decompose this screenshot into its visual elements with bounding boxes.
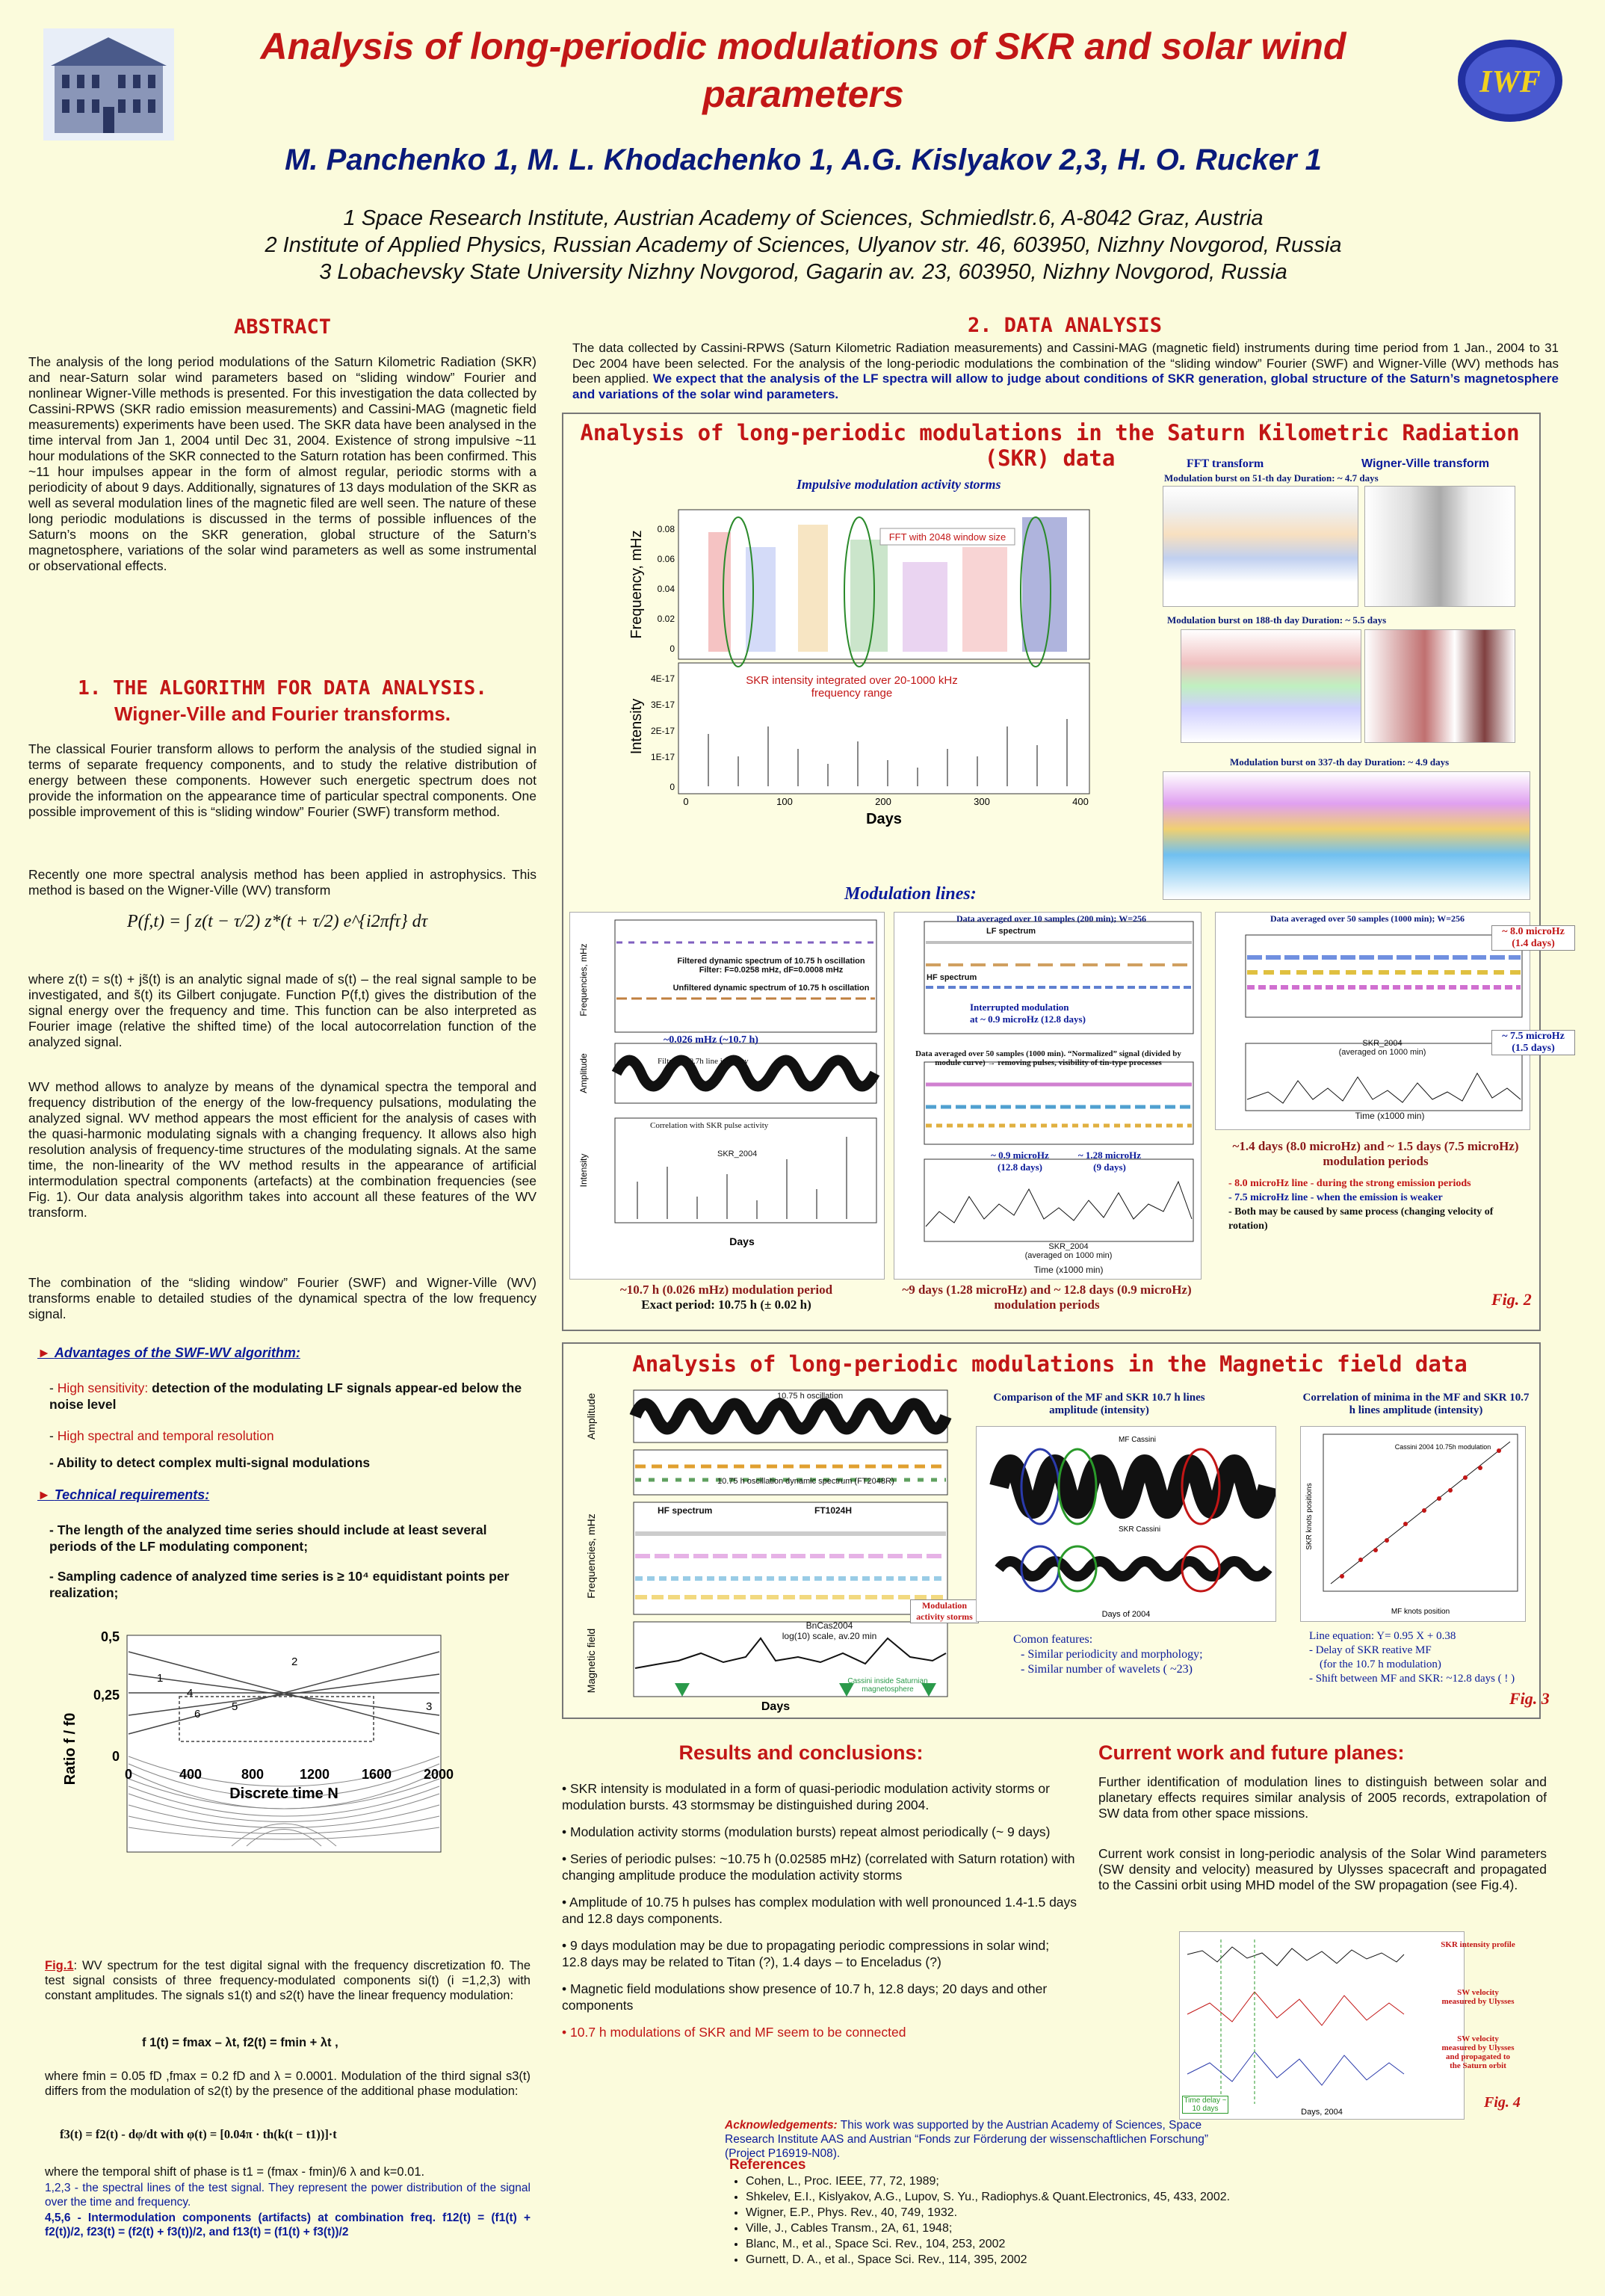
fig1-caption-5: 4,5,6 - Intermodulation components (artifacts) at combination freq. f12(t) = (f1(t) + f2(t))/2, f23(t) = (f2(t) + f3(t))/2, and f13(t) = (f1(t) + f3(t))/2 — [45, 2212, 531, 2238]
fig1-line-label-6: 6 — [194, 1708, 201, 1721]
skr-ytick-top-3: 0.02 — [657, 614, 675, 624]
mod10h-filtered-intensity: Filtered 10.7h line intensity — [658, 1057, 749, 1066]
mod1d-top-label: Data averaged over 50 samples (1000 min); W=256 — [1270, 913, 1465, 924]
fig1-line-label-5: 5 — [232, 1700, 238, 1713]
mod1d-skr-label: SKR_2004 (averaged on 1000 min) — [1338, 1039, 1426, 1057]
mod10h-caption: ~10.7 h (0.026 mHz) modulation period Exact period: 10.75 h (± 0.02 h) — [619, 1283, 833, 1312]
mod10h-correlation: Correlation with SKR pulse activity — [650, 1121, 769, 1130]
skr-intensity-label: SKR intensity integrated over 20-1000 kHz frequency range — [746, 674, 958, 700]
fig1-line-label-2: 2 — [291, 1655, 298, 1668]
fig1-xtick-2: 800 — [241, 1767, 265, 1782]
mf-ft-label: FT1024H — [814, 1505, 853, 1516]
fig1-caption-2: where fmin = 0.05 fD ,fmax = 0.2 fD and λ = 0.0001. Modulation of the third signal s3(t) differs from the modulation of s2(t) by the presence of the additional phase modulation: — [45, 2070, 531, 2098]
impulsive-storms-label: Impulsive modulation activity storms — [797, 477, 1001, 492]
skr-cassini-text: SKR Cassini — [1119, 1525, 1161, 1534]
burst-2-wv-panel — [1364, 629, 1515, 743]
result-item: • Magnetic field modulations show presence of 10.7 h, 12.8 days; 20 days and other components — [562, 1981, 1048, 2013]
burst-1-label: Modulation burst on 51-th day Duration: ~ 4.7 days — [1164, 472, 1379, 484]
skr-xtick-0: 0 — [683, 796, 689, 807]
fig4-delay: Time delay ~ 10 days — [1182, 2096, 1228, 2114]
fig1-line-label-4: 4 — [187, 1687, 194, 1700]
burst-1-fft-panel — [1163, 486, 1358, 607]
requirement-2: - Sampling cadence of analyzed time series is ≥ 10⁴ equidistant points per realization; — [49, 1569, 510, 1600]
algorithm-p1: The classical Fourier transform allows to perform the analysis of the studied signal in terms of separate frequency components, and to study the relative distribution of energy between these components. However such energetic spectrum does not provide the information on the appearance time of particular spectral components. One possible improvement of this is “sliding window” Fourier (SWF) transform method. — [28, 741, 536, 819]
fig1-xtick-3: 1200 — [299, 1767, 330, 1782]
requirement-1: - The length of the analyzed time series should include at least several periods of the LF modulating component; — [49, 1522, 487, 1554]
burst-2-fft-panel — [1181, 629, 1361, 743]
fig1-xlabel: Discrete time N — [229, 1786, 338, 1802]
reference-item: • Gurnett, D. A., et al., Space Sci. Rev., 114, 395, 2002 — [746, 2252, 1343, 2268]
mf-ylabel-2: Frequencies, mHz — [585, 1513, 597, 1599]
corr-inner-label: Cassini 2004 10.75h modulation — [1394, 1443, 1491, 1451]
fig1-ylabel: Ratio f / f0 — [62, 1712, 78, 1786]
iwf-logo — [1454, 36, 1566, 126]
mod10h-skr2004: SKR_2004 — [717, 1149, 758, 1158]
mod9d-skr-label: SKR_2004 (averaged on 1000 min) — [1024, 1242, 1113, 1260]
skr-ytick-top-2: 0.04 — [657, 584, 675, 594]
reference-item: • Ville, J., Cables Transm., 2A, 61, 1948; — [746, 2221, 1343, 2236]
burst-1-wv-panel — [1364, 486, 1515, 607]
result-item: • Amplitude of 10.75 h pulses has complex modulation with well pronounced 1.4-1.5 days and 12.8 days components. — [562, 1895, 1077, 1926]
burst-2-label: Modulation burst on 188-th day Duration: ~ 5.5 days — [1167, 614, 1387, 626]
fig1-caption-4: 1,2,3 - the spectral lines of the test signal. They represent the power distribution of the signal over the time and frequency. — [45, 2182, 531, 2209]
correlation-title: Correlation of minima in the MF and SKR 10.7 h lines amplitude (intensity) — [1302, 1392, 1530, 1416]
abstract-heading: ABSTRACT — [233, 315, 332, 339]
mod10h-filtered-label: Filtered dynamic spectrum of 10.75 h oscillation Filter: F=0.0258 mHz, dF=0.0008 mHz — [677, 957, 865, 975]
iwf-logo-text: IWF — [1479, 65, 1541, 99]
result-item: • SKR intensity is modulated in a form of quasi-periodic modulation activity storms or modulation bursts. 43 stormsmay be distinguished during 2004. — [562, 1781, 1050, 1812]
algorithm-p3: where z(t) = s(t) + js̃(t) is an analytic signal made of s(t) – the real signal sample to be investigated, and s̃(t) its Gilbert conjugate. Function P(f,t) gives the distribution of the signal energy over the frequency and time. This function can be also interpreted as Fourier image (relative the shifted time) of the local autocorrelation function of the analyzed signal. — [28, 972, 536, 1049]
fig3-title: Analysis of long-periodic modulations in the Magnetic field data — [632, 1351, 1468, 1377]
current-p1: Further identification of modulation lines to distinguish between solar and planetary effects requires similar analysis of 2005 records, extrapolation of SW data from other space missions. — [1098, 1774, 1547, 1821]
mod9d-caption: ~9 days (1.28 microHz) and ~ 12.8 days (0.9 microHz) modulation periods — [902, 1283, 1192, 1312]
mf-ylabel-1: Amplitude — [585, 1392, 597, 1440]
correlation-notes: Line equation: Y= 0.95 X + 0.38 - Delay of SKR reative MF (for the 10.7 h modulation) - Shift between MF and SKR: ~12.8 days ( ! ) — [1309, 1630, 1515, 1685]
skr-ytick-top-4: 0 — [669, 644, 675, 654]
institute-building-logo — [43, 28, 174, 141]
mod1d-notes: - 8.0 microHz line - during the strong emission periods - 7.5 microHz line - when the emission is weaker - Both may be caused by same process (changing velocity of rotation) — [1228, 1178, 1494, 1232]
mod9d-hf-label: HF spectrum — [927, 973, 977, 982]
advantage-3: - Ability to detect complex multi-signal modulations — [49, 1455, 371, 1470]
mod10h-ylabel-3: Intensity — [578, 1153, 589, 1188]
fig4-label-2: SW velocity measured by Ulysses — [1441, 1988, 1515, 2006]
mod10h-ylabel-2: Amplitude — [578, 1053, 589, 1093]
result-item: • 9 days modulation may be due to propagating periodic compressions in solar wind; 12.8 days may be related to Titan (?), 1.4 days – to Enceladus (?) — [562, 1938, 1050, 1969]
advantage-1: - High sensitivity: detection of the modulating LF signals appear-ed below the noise level — [49, 1380, 522, 1412]
mod9d-lf-label: LF spectrum — [986, 927, 1036, 936]
poster-title: Analysis of long-periodic modulations of SKR and solar wind parameters — [260, 25, 1346, 115]
mf-cassini-text: MF Cassini — [1119, 1436, 1157, 1444]
mf-mod-storms-label: Modulation activity storms — [910, 1599, 979, 1623]
affiliation-1: 1 Space Research Institute, Austrian Academy of Sciences, Schmiedlstr.6, A-8042 Graz, Austria — [343, 206, 1264, 230]
algorithm-p4: WV method allows to analyze by means of the dynamical spectra the temporal and frequency distribution of the energy of the low-frequency pulsations, modulating the analyzed signal. WV method appears the most efficient for the analysis of cases with the quasi-harmonic modulating signals with a changing frequency. It allows also high resolution analysis of frequency-time structures of the modulating signals. At the same time, the non-linearity of the WV method results in the appearance of artificial intermodulation spectral components (artefacts) at the combination frequencies (see Fig. 1). Our data analysis algorithm takes into account all these features of the WV transform. — [28, 1079, 536, 1220]
mod1d-caption: ~1.4 days (8.0 microHz) and ~ 1.5 days (7.5 microHz) modulation periods — [1232, 1139, 1519, 1168]
results-list — [562, 1780, 1077, 2051]
current-p2: Current work consist in long-periodic analysis of the Solar Wind parameters (SW density and velocity) measured by Ulysses spacecraft and propagated to the Cassini orbit using MHD model of the SW propagation (see Fig.4). — [1098, 1846, 1547, 1892]
fig1-xtick-5: 2000 — [423, 1767, 454, 1782]
mf-xlabel: Days — [761, 1700, 791, 1713]
wv-transform-label: Wigner-Ville transform — [1361, 457, 1490, 470]
affiliation-2: 2 Institute of Applied Physics, Russian Academy of Sciences, Ulyanov str. 46, 603950, Nizhny Novgorod, Russia — [265, 233, 1342, 257]
skr-ytick-bot-4: 0 — [669, 782, 675, 792]
fig3-label: Fig. 3 — [1509, 1689, 1550, 1708]
algorithm-p5: The combination of the “sliding window” Fourier (SWF) and Wigner-Ville (WV) transforms enable to detailed studies of the dynamical spectra of the low frequency signal. — [28, 1275, 536, 1321]
acknowledgements: Acknowledgements: This work was supported by the Austrian Academy of Sciences, Space Research Institute AAS and Austrian “Fonds zur Förderung der wissenschaftlichen Forschung” (Project P16919-N08). — [725, 2119, 1209, 2160]
mf-cassini-label: Cassini inside Saturnian magnetosphere — [847, 1677, 928, 1694]
mod9d-xlabel: Time (x1000 min) — [1033, 1265, 1104, 1275]
corr-ylabel: SKR knots positions — [1305, 1483, 1314, 1550]
requirements-heading: ► Technical requirements: — [37, 1487, 210, 1502]
skr-ytick-top-1: 0.06 — [657, 554, 675, 564]
skr-xtick-4: 400 — [1072, 796, 1089, 807]
mod1d-xlabel: Time (x1000 min) — [1355, 1111, 1425, 1121]
reference-item: • Wigner, E.P., Phys. Rev., 40, 749, 1932. — [746, 2205, 1343, 2221]
mod9d-interrupted-label: Interrupted modulation at ~ 0.9 microHz (12.8 days) — [970, 1002, 1086, 1025]
result-item: • 10.7 h modulations of SKR and MF seem to be connected — [562, 2025, 906, 2040]
algorithm-p2: Recently one more spectral analysis method has been applied in astrophysics. This method is based on the Wigner-Ville (WV) transform — [28, 867, 536, 898]
skr-ylabel-bottom: Intensity — [628, 698, 645, 755]
skr-ylabel-top: Frequency, mHz — [628, 530, 645, 639]
mod9d-line2-label: ~ 1.28 microHz (9 days) — [1077, 1149, 1142, 1173]
abstract-text: The analysis of the long period modulations of the Saturn Kilometric Radiation (SKR) and near-Saturn solar wind parameters based on “sliding window” Fourier and nonlinear Wigner-Ville methods is presented. For this investigation the data collected by Cassini-RPWS (SKR radio emission measurements) and Cassini-MAG (magnetic field measurements) experiments have been used. The SKR data have been analysed in the time interval from Jan 1, 2004 until Dec 31, 2004. Existence of strong impulsive ~11 hour modulations of the SKR connected to the Saturn rotation has been confirmed. This ~11 hour impulses appear in the form of almost regular, periodic storms with a periodicity of about 9 days. Additionally, signatures of 13 days modulation of the SKR as well as several modulation lines of the magnetic filed are well seen. The nature of these long periodic modulations is discussed in the terms of possible influences of the Saturn’s moons on the SKR generation, global structure of the Saturn’s magnetosphere, variations of the solar wind parameters as well as some instrumental or observational effects. — [28, 354, 536, 573]
modulation-lines-label: Modulation lines: — [844, 884, 977, 904]
common-features: Comon features: - Similar periodicity and morphology; - Similar number of wavelets ( ~23) — [1013, 1633, 1203, 1676]
references-heading: References — [729, 2157, 806, 2173]
fig1-caption: Fig.1: WV spectrum for the test digital signal with the frequency discretization f0. The test signal consists of three frequency-modulated components si(t) (i =1,2,3) with constant amplitudes. The signals s1(t) and s2(t) have the linear frequency modulation: — [45, 1959, 531, 2002]
result-item: • Modulation activity storms (modulation bursts) repeat almost periodically (~ 9 days) — [562, 1824, 1051, 1839]
references-list — [729, 2173, 1343, 2268]
fft-window-label: FFT with 2048 window size — [888, 531, 1006, 543]
skr-ytick-top-0: 0.08 — [657, 524, 675, 534]
burst-3-panel — [1163, 771, 1530, 900]
fig4-label-3: SW velocity measured by Ulysses and propagated to the Saturn orbit — [1441, 2034, 1515, 2070]
affiliation-3: 3 Lobachevsky State University Nizhny Novgorod, Gagarin av. 23, 603950, Nizhny Novgorod, Russia — [319, 260, 1287, 284]
fig1-xtick-1: 400 — [179, 1767, 202, 1782]
mod1d-line1-label: ~ 8.0 microHz (1.4 days) — [1491, 925, 1575, 951]
burst-3-label: Modulation burst on 337-th day Duration: ~ 4.9 days — [1230, 756, 1450, 768]
skr-xtick-1: 100 — [776, 796, 793, 807]
mod10h-ylabel-1: Frequencies, mHz — [578, 943, 589, 1016]
wv-formula: P(f,t) = ∫ z(t − τ/2) z*(t + τ/2) e^{i2πfτ} dτ — [127, 912, 428, 931]
fig4-label: Fig. 4 — [1484, 2094, 1521, 2111]
fig1-ytick-1: 0,25 — [93, 1688, 120, 1703]
corr-xlabel: MF knots position — [1391, 1608, 1450, 1616]
skr-ytick-bot-3: 1E-17 — [650, 752, 675, 762]
fig1-xtick-4: 1600 — [361, 1767, 392, 1782]
fig2-label: Fig. 2 — [1491, 1290, 1532, 1309]
skr-ytick-bot-2: 2E-17 — [650, 726, 675, 736]
reference-item: • Blanc, M., et al., Space Sci. Rev., 104, 253, 2002 — [746, 2236, 1343, 2252]
fig1-line-label-3: 3 — [426, 1700, 433, 1713]
mod9d-top-label: Data averaged over 10 samples (200 min); W=256 — [956, 913, 1147, 924]
skr-xlabel: Days — [866, 811, 902, 827]
fig1-line-label-1: 1 — [157, 1672, 164, 1685]
mf-osc-label: 10.75 h oscillation — [777, 1392, 844, 1401]
authors: M. Panchenko 1, M. L. Khodachenko 1, A.G. Kislyakov 2,3, H. O. Rucker 1 — [285, 144, 1322, 176]
mod9d-line1-label: ~ 0.9 microHz (12.8 days) — [991, 1149, 1049, 1173]
data-analysis-text: The data collected by Cassini-RPWS (Saturn Kilometric Radiation measurements) and Cassini-MAG (magnetic field) instruments during time period from 1 Jan., 2004 to 31 Dec 2004 have been selected. For the analysis of the long-periodic modulations the combination of the “sliding window” Fourier (SWF) and Wigner-Ville (WV) methods has been applied. We expect that the analysis of the LF spectra will allow to judge about conditions of SKR generation, global structure of the Saturn’s magnetosphere and variations of the solar wind parameters. — [572, 341, 1559, 401]
advantage-2: - High spectral and temporal resolution — [49, 1428, 274, 1443]
fig1-ytick-2: 0 — [111, 1749, 120, 1764]
data-analysis-heading: 2. DATA ANALYSIS — [967, 314, 1163, 337]
mod-panel-1day — [1215, 912, 1530, 1130]
fig4-label-1: SKR intensity profile — [1441, 1940, 1515, 1949]
fig4-plot — [1179, 1931, 1465, 2120]
fig1-caption-3: where the temporal shift of phase is t1 = (fmax - fmin)/6 λ and k=0.01. — [45, 2165, 425, 2179]
advantages-heading: ► Advantages of the SWF-WV algorithm: — [37, 1345, 300, 1360]
fig1-eq2: f3(t) = f2(t) - dφ/dt with φ(t) = [0.04π · th(k(t − t1))]·t — [60, 2127, 337, 2141]
fig1-eq1: f 1(t) = fmax – λt, f2(t) = fmin + λt , — [142, 2036, 338, 2049]
skr-ytick-bot-1: 3E-17 — [650, 700, 675, 710]
fig1-ytick-0: 0,5 — [100, 1629, 120, 1644]
comparison-title: Comparison of the MF and SKR 10.7 h lines amplitude (intensity) — [993, 1392, 1205, 1416]
skr-ytick-bot-0: 4E-17 — [650, 673, 675, 684]
mod9d-mid-label: Data averaged over 50 samples (1000 min). “Normalized” signal (divided by module curve) → removing pulses, visibility of tin-type processes — [915, 1049, 1181, 1067]
mod10h-unfiltered-label: Unfiltered dynamic spectrum of 10.75 h oscillation — [672, 984, 870, 993]
mf-dyn-label: 10.75 h oscillation dynamic spectrum (FT2048R) — [717, 1477, 894, 1486]
skr-spectrogram — [619, 502, 1097, 831]
mf-hf-label: HF spectrum — [658, 1505, 713, 1516]
result-item: • Series of periodic pulses: ~10.75 h (0.02585 mHz) (correlated with Saturn rotation) with changing amplitude produce the modulation activity storms — [562, 1851, 1075, 1883]
results-heading: Results and conclusions: — [678, 1741, 924, 1764]
fig2-title: Analysis of long-periodic modulations in the Saturn Kilometric Radiation (SKR) data — [580, 420, 1520, 471]
mod10h-arrow-label: ~0.026 mHz (~10.7 h) — [664, 1034, 758, 1046]
mod-panel-9day — [894, 912, 1202, 1280]
fft-transform-label: FFT transform — [1187, 457, 1264, 470]
mf-bn-label: BnCas2004 log(10) scale, av.20 min — [782, 1620, 877, 1641]
comparison-xlabel: Days of 2004 — [1101, 1610, 1151, 1619]
fig1-xtick-0: 0 — [124, 1767, 133, 1782]
current-heading: Current work and future planes: — [1098, 1741, 1405, 1764]
mod1d-line2-label: ~ 7.5 microHz (1.5 days) — [1491, 1030, 1575, 1055]
skr-xtick-2: 200 — [875, 796, 891, 807]
skr-xtick-3: 300 — [974, 796, 990, 807]
comparison-plot — [976, 1426, 1276, 1622]
algorithm-subheading: Wigner-Ville and Fourier transforms. — [114, 703, 451, 725]
mf-ylabel-3: Magnetic field — [585, 1628, 597, 1694]
mf-plots — [581, 1384, 955, 1713]
fig4-xlabel: Days, 2004 — [1301, 2108, 1343, 2117]
algorithm-heading: 1. THE ALGORITHM FOR DATA ANALYSIS. — [78, 677, 487, 700]
mod10h-xlabel: Days — [729, 1235, 755, 1247]
reference-item: • Cohen, L., Proc. IEEE, 77, 72, 1989; — [746, 2173, 1343, 2189]
correlation-plot — [1300, 1426, 1526, 1622]
reference-item: • Shkelev, E.I., Kislyakov, A.G., Lupov, S. Yu., Radiophys.& Quant.Electronics, 45, 433, 2002. — [746, 2189, 1343, 2205]
fig1-plot — [45, 1622, 463, 1958]
